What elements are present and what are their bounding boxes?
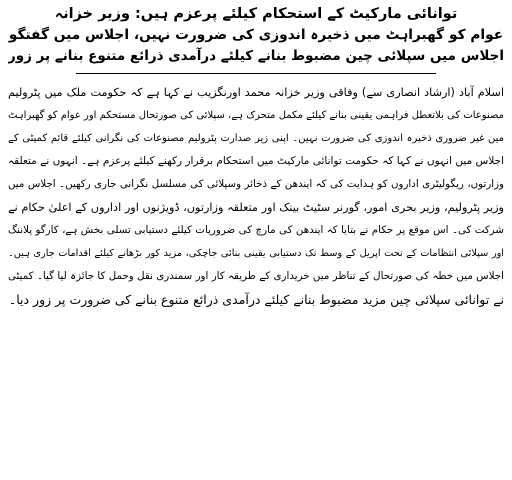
body-line: اور سپلائی انتظامات کے تحت اپریل کے وسط تک دستیابی یقینی بنائی جاچکی، مزید کور بڑھانے کیلئے اقدامات جاری ہیں۔ [8, 248, 504, 259]
headline-divider [76, 73, 436, 74]
body-line: مصنوعات کی بلاتعطل فراہمی یقینی بنانے کیلئے مکمل متحرک ہے، سپلائی کی صورتحال مستحکم اور عوام کو گھبراہٹ [8, 110, 504, 121]
body-line: اجلاس میں انہوں نے کہا کہ حکومت توانائی مارکیٹ میں استحکام برقرار رکھنے کیلئے پرعزم ہے۔ انہوں نے متعلقہ [8, 155, 504, 167]
headline-sub-1: عوام کو گھبراہٹ میں ذخیرہ اندوزی کی ضرورت نہیں، اجلاس میں گفتگو [8, 27, 504, 43]
body-line: اسلام آباد (ارشاد انصاری سے) وفاقی وزیر خزانہ محمد اورنگزیب نے کہا ہے کہ حکومت ملک میں پٹرولیم [8, 86, 504, 99]
body-line: اجلاس میں خطہ کی صورتحال کے تناظر میں خریداری کے طریقہ کار اور سمندری نقل وحمل کا جائزہ لیا گیا۔ کمیٹی [8, 270, 504, 282]
body-line: وزارتوں، ریگولیٹری اداروں کو ہدایت کی کہ ایندھن کے ذخائر وسپلائی کی مسلسل نگرانی جاری رکھیں۔ اجلاس میں [8, 178, 504, 190]
headline-sub-2: اجلاس میں سپلائی چین مضبوط بنانے کیلئے درآمدی ذرائع متنوع بنانے پر زور [8, 48, 504, 64]
body-line: وزیر پٹرولیم، وزیر بحری امور، گورنر سٹیٹ بینک اور متعلقہ وزارتوں، ڈویژنوں اور اداروں کے اعلیٰ حکام نے [8, 201, 504, 214]
headline-block [8, 4, 504, 67]
body-line: میں غیر ضروری ذخیرہ اندوزی کی ضرورت نہیں۔ اپنی زیر صدارت پٹرولیم مصنوعات کی نگرانی کیلئے قائم کمیٹی کے [8, 133, 504, 144]
article-body [8, 81, 504, 311]
body-line-last: نے توانائی سپلائی چین مزید مضبوط بنانے کیلئے درآمدی ذرائع متنوع بنانے کی ضرورت پر زور دیا۔ [8, 292, 504, 307]
headline-main: توانائی مارکیٹ کے استحکام کیلئے پرعزم ہیں: وزیر خزانہ [54, 6, 458, 22]
body-line: شرکت کی۔ اس موقع پر حکام نے بتایا کہ ایندھن کی مارچ کی ضروریات کیلئے دستیابی تسلی بخش ہے، کارگو پلاننگ [8, 224, 504, 236]
